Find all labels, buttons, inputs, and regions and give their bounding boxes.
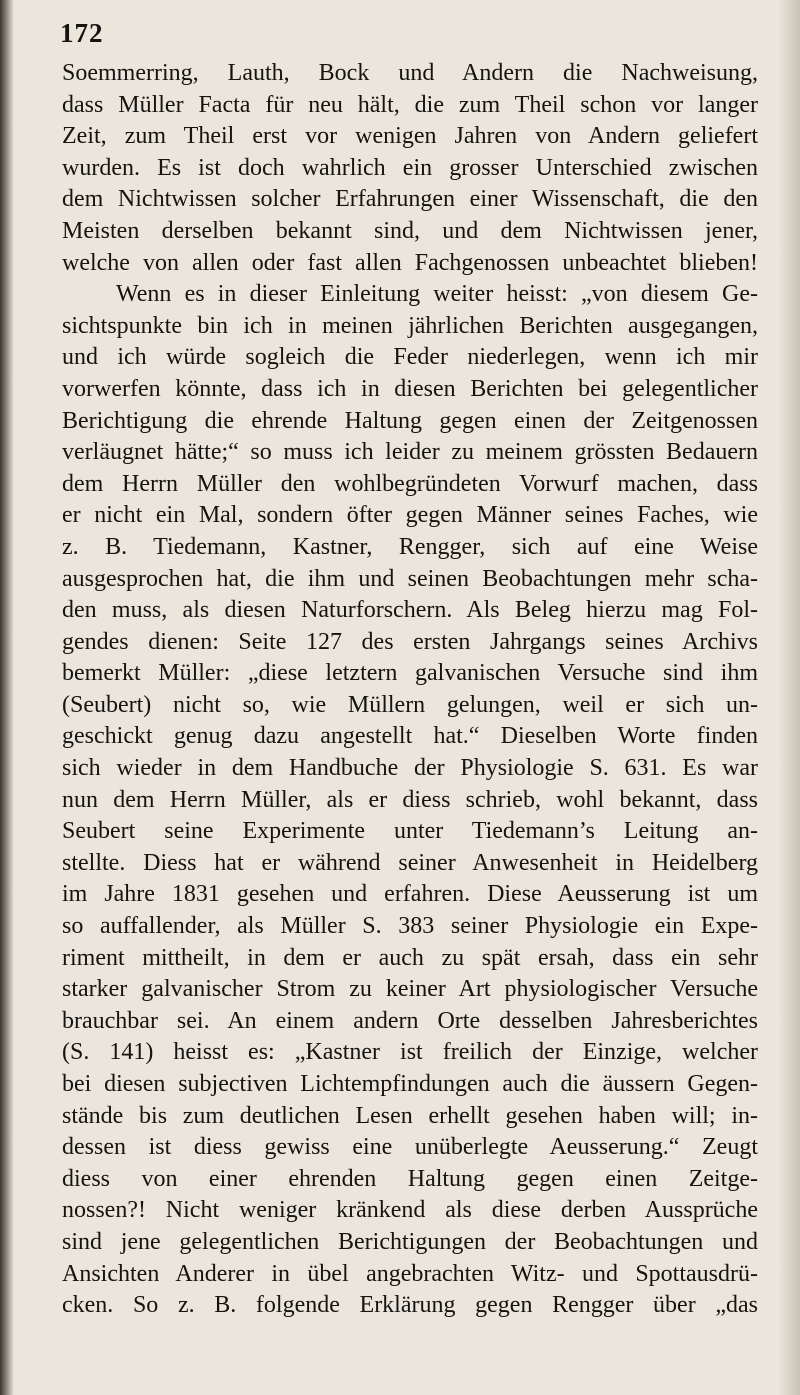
text-line: verläugnet hätte;“ so muss ich leider zu meinem grössten Bedauern: [62, 439, 758, 466]
page-number: 172: [60, 18, 104, 48]
text-line: brauchbar sei. An einem andern Orte desselben Jahresberichtes: [62, 1007, 758, 1034]
text-line: dessen ist diess gewiss eine unüberlegte Aeusserung.“ Zeugt: [62, 1134, 758, 1161]
text-line: Ansichten Anderer in übel angebrachten Witz- und Spottausdrü-: [62, 1260, 758, 1287]
text-line: nun dem Herrn Müller, als er diess schrieb, wohl bekannt, dass: [62, 786, 758, 813]
body-text: [62, 58, 758, 1322]
text-line: sich wieder in dem Handbuche der Physiologie S. 631. Es war: [62, 755, 758, 782]
text-line: vorwerfen könnte, dass ich in diesen Berichten bei gelegentlicher: [62, 375, 758, 402]
text-line: ausgesprochen hat, die ihm und seinen Beobachtungen mehr scha-: [62, 565, 758, 592]
text-line: cken. So z. B. folgende Erklärung gegen Rengger über „das: [62, 1292, 758, 1319]
text-line: im Jahre 1831 gesehen und erfahren. Diese Aeusserung ist um: [62, 881, 758, 908]
text-line: Seubert seine Experimente unter Tiedemann’s Leitung an-: [62, 818, 758, 845]
text-line: Zeit, zum Theil erst vor wenigen Jahren von Andern geliefert: [62, 123, 758, 150]
text-line: dass Müller Facta für neu hält, die zum Theil schon vor langer: [62, 91, 758, 118]
text-line: sichtspunkte bin ich in meinen jährlichen Berichten ausgegangen,: [62, 312, 758, 339]
text-line: Berichtigung die ehrende Haltung gegen einen der Zeitgenossen: [62, 407, 758, 434]
text-line: Soemmerring, Lauth, Bock und Andern die Nachweisung,: [62, 60, 758, 86]
text-line: geschickt genug dazu angestellt hat.“ Dieselben Worte finden: [62, 723, 758, 750]
text-line: riment mittheilt, in dem er auch zu spät ersah, dass ein sehr: [62, 944, 758, 971]
text-line: so auffallender, als Müller S. 383 seiner Physiologie ein Expe-: [62, 913, 758, 940]
text-line: (Seubert) nicht so, wie Müllern gelungen, weil er sich un-: [62, 691, 758, 718]
text-line: und ich würde sogleich die Feder niederlegen, wenn ich mir: [62, 344, 758, 371]
text-line: stände bis zum deutlichen Lesen erhellt gesehen haben will; in-: [62, 1102, 758, 1129]
text-line: z. B. Tiedemann, Kastner, Rengger, sich auf eine Weise: [62, 533, 758, 560]
text-line: er nicht ein Mal, sondern öfter gegen Männer seines Faches, wie: [62, 502, 758, 529]
text-line: Meisten derselben bekannt sind, und dem Nichtwissen jener,: [62, 217, 758, 244]
text-line: diess von einer ehrenden Haltung gegen einen Zeitge-: [62, 1165, 758, 1192]
text-line: Wenn es in dieser Einleitung weiter heisst: „von diesem Ge-: [116, 281, 758, 308]
text-line: starker galvanischer Strom zu keiner Art physiologischer Versuche: [62, 976, 758, 1003]
text-line: sind jene gelegentlichen Berichtigungen der Beobachtungen und: [62, 1228, 758, 1255]
text-line: wurden. Es ist doch wahrlich ein grosser Unterschied zwischen: [62, 154, 758, 181]
text-line: bei diesen subjectiven Lichtempfindungen auch die äussern Gegen-: [62, 1071, 758, 1097]
text-line: dem Nichtwissen solcher Erfahrungen einer Wissenschaft, die den: [62, 186, 758, 213]
text-line: stellte. Diess hat er während seiner Anwesenheit in Heidelberg: [62, 849, 758, 876]
text-line: (S. 141) heisst es: „Kastner ist freilich der Einzige, welcher: [62, 1039, 758, 1066]
text-line: nossen?! Nicht weniger kränkend als diese derben Aussprüche: [62, 1197, 758, 1224]
text-line: bemerkt Müller: „diese letztern galvanischen Versuche sind ihm: [62, 660, 758, 687]
text-line: gendes dienen: Seite 127 des ersten Jahrgangs seines Archivs: [62, 628, 758, 655]
text-line: welche von allen oder fast allen Fachgenossen unbeachtet blieben!: [62, 249, 758, 276]
text-line: den muss, als diesen Naturforschern. Als Beleg hierzu mag Fol-: [62, 597, 758, 624]
text-line: dem Herrn Müller den wohlbegründeten Vorwurf machen, dass: [62, 470, 758, 497]
